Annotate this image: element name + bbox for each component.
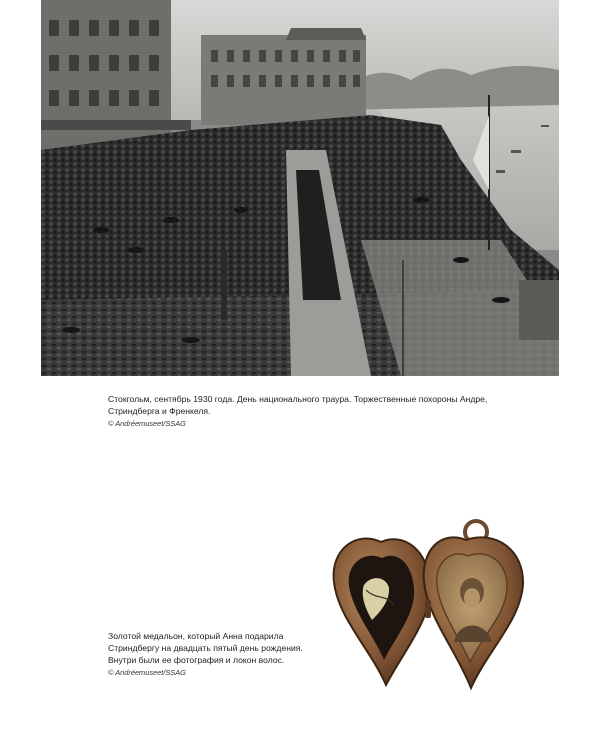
photo-credit: © Andréemuseet/SSAG — [108, 668, 186, 677]
funeral-procession-photo — [41, 0, 559, 376]
caption-line-2: Стриндбергу на двадцать пятый день рождения. — [108, 643, 303, 653]
caption-line-3: Внутри были ее фотография и локон волос. — [108, 655, 285, 665]
gold-locket-photo — [326, 510, 531, 710]
photo-credit: © Andréemuseet/SSAG — [108, 419, 186, 428]
funeral-procession-illustration — [41, 0, 559, 376]
caption-line-1: Золотой медальон, который Анна подарила — [108, 631, 284, 641]
caption-text: Стокгольм, сентябрь 1930 года. День национального траура. Торжественные похороны Андре, Стриндберга и Френкеля. — [108, 394, 488, 416]
photo-caption-locket — [108, 630, 328, 679]
photo-caption-funeral — [108, 393, 488, 430]
heart-locket-illustration — [326, 510, 531, 710]
